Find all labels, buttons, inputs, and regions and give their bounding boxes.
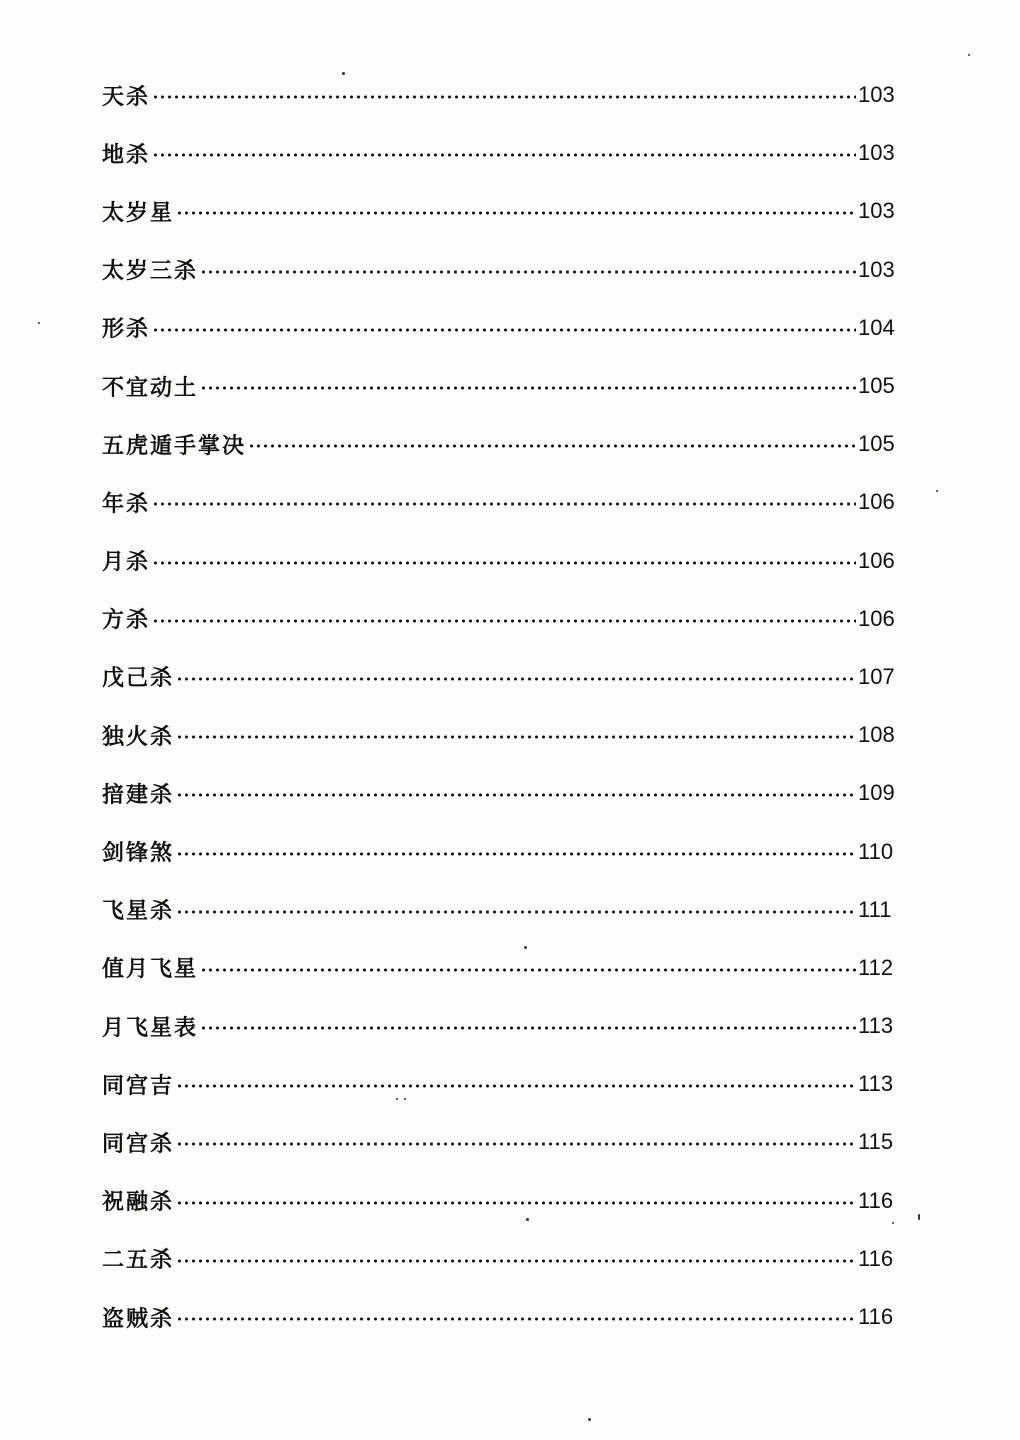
- dot-leader: [152, 328, 856, 332]
- toc-entry-page-number: 106: [858, 547, 895, 573]
- toc-entry: [102, 1055, 902, 1113]
- toc-entry-page-number: 115: [858, 1129, 894, 1155]
- toc-entry-title: 值月飞星: [102, 957, 199, 983]
- toc-entry: [102, 764, 902, 822]
- toc-entry: [102, 997, 902, 1055]
- toc-entry-page-number: 116: [858, 1304, 894, 1330]
- toc-entry-page-number: 105: [858, 431, 895, 457]
- toc-entry: [102, 182, 902, 240]
- toc-entry-title: 同宫吉: [102, 1073, 175, 1099]
- scan-speck: [524, 946, 527, 949]
- toc-entry: [102, 939, 902, 997]
- dot-leader: [152, 502, 856, 506]
- toc-entry-title: 二五杀: [102, 1248, 175, 1274]
- scan-speck: [968, 54, 970, 56]
- dot-leader: [152, 153, 856, 157]
- toc-entry-title: 戊己杀: [102, 666, 175, 692]
- dot-leader: [176, 910, 856, 914]
- toc-entry-title: 天杀: [102, 84, 151, 110]
- toc-entry-title: 祝融杀: [102, 1190, 175, 1216]
- dot-leader: [176, 677, 856, 681]
- toc-entry-page-number: 113: [858, 1013, 894, 1039]
- toc-entry-title: 太岁星: [102, 200, 175, 226]
- toc-entry-title: 独火杀: [102, 724, 175, 750]
- dot-leader: [176, 1142, 856, 1146]
- dot-leader: [176, 793, 856, 797]
- toc-entry: [102, 1172, 902, 1230]
- toc-entry: [102, 881, 902, 939]
- scan-speck: [526, 1218, 529, 1221]
- toc-entry-page-number: 113: [858, 1071, 894, 1097]
- toc-entry: [102, 1230, 902, 1288]
- dot-leader: [152, 619, 856, 623]
- toc-entry-title: 地杀: [102, 142, 151, 168]
- toc-entry: [102, 590, 902, 648]
- toc-entry: [102, 822, 902, 880]
- dot-leader: [200, 386, 856, 390]
- toc-entry-title: 月飞星表: [102, 1015, 199, 1041]
- toc-entry: [102, 357, 902, 415]
- dot-leader: [200, 968, 856, 972]
- dot-leader: [176, 1084, 856, 1088]
- toc-entry-title: 月杀: [102, 550, 151, 576]
- toc-entry: [102, 66, 902, 124]
- toc-entry-page-number: 116: [858, 1245, 894, 1271]
- toc-entry: [102, 241, 902, 299]
- dot-leader: [176, 735, 856, 739]
- dot-leader: [200, 1026, 856, 1030]
- toc-entry-page-number: 108: [858, 722, 895, 748]
- toc-entry-page-number: 106: [858, 489, 895, 515]
- toc-entry: [102, 1288, 902, 1346]
- toc-entry-title: 剑锋煞: [102, 841, 175, 867]
- dot-leader: [176, 1259, 856, 1263]
- scan-speck: [588, 1418, 591, 1421]
- scan-speck: [918, 1214, 920, 1220]
- toc-entry-title: 五虎遁手掌决: [102, 433, 247, 459]
- table-of-contents: [102, 66, 902, 1346]
- toc-entry: [102, 706, 902, 764]
- toc-entry: [102, 1113, 902, 1171]
- dot-leader: [176, 211, 856, 215]
- scan-speck: [936, 490, 938, 492]
- toc-entry-page-number: 109: [858, 780, 895, 806]
- toc-entry-page-number: 116: [858, 1187, 894, 1213]
- scan-speck: [404, 1098, 406, 1100]
- scan-speck: [892, 1222, 894, 1224]
- toc-entry-title: 不宜动土: [102, 375, 199, 401]
- toc-entry-title: 方杀: [102, 608, 151, 634]
- toc-entry: [102, 532, 902, 590]
- toc-entry-title: 形杀: [102, 317, 151, 343]
- toc-entry-page-number: 103: [858, 256, 895, 282]
- dot-leader: [176, 1317, 856, 1321]
- toc-entry-page-number: 103: [858, 82, 895, 108]
- toc-entry-title: 揞建杀: [102, 782, 175, 808]
- scan-speck: [396, 1098, 398, 1100]
- dot-leader: [248, 444, 856, 448]
- toc-entry-page-number: 107: [858, 663, 895, 689]
- toc-entry-page-number: 103: [858, 198, 895, 224]
- dot-leader: [176, 1201, 856, 1205]
- toc-entry-title: 年杀: [102, 491, 151, 517]
- toc-entry-title: 盗贼杀: [102, 1306, 175, 1332]
- dot-leader: [176, 852, 856, 856]
- toc-entry-title: 太岁三杀: [102, 259, 199, 285]
- toc-entry-page-number: 105: [858, 373, 895, 399]
- toc-entry-page-number: 111: [858, 896, 892, 922]
- dot-leader: [152, 95, 856, 99]
- toc-entry: [102, 124, 902, 182]
- toc-entry-page-number: 112: [858, 954, 894, 980]
- toc-entry: [102, 473, 902, 531]
- scan-speck: [342, 72, 345, 75]
- toc-entry-title: 同宫杀: [102, 1131, 175, 1157]
- toc-entry: [102, 648, 902, 706]
- toc-entry: [102, 299, 902, 357]
- toc-entry-page-number: 104: [858, 314, 895, 340]
- toc-entry-page-number: 103: [858, 140, 895, 166]
- scan-speck: [38, 322, 40, 324]
- toc-entry: [102, 415, 902, 473]
- toc-entry-page-number: 106: [858, 605, 895, 631]
- dot-leader: [200, 270, 856, 274]
- dot-leader: [152, 561, 856, 565]
- toc-entry-page-number: 110: [858, 838, 894, 864]
- toc-entry-title: 飞星杀: [102, 899, 175, 925]
